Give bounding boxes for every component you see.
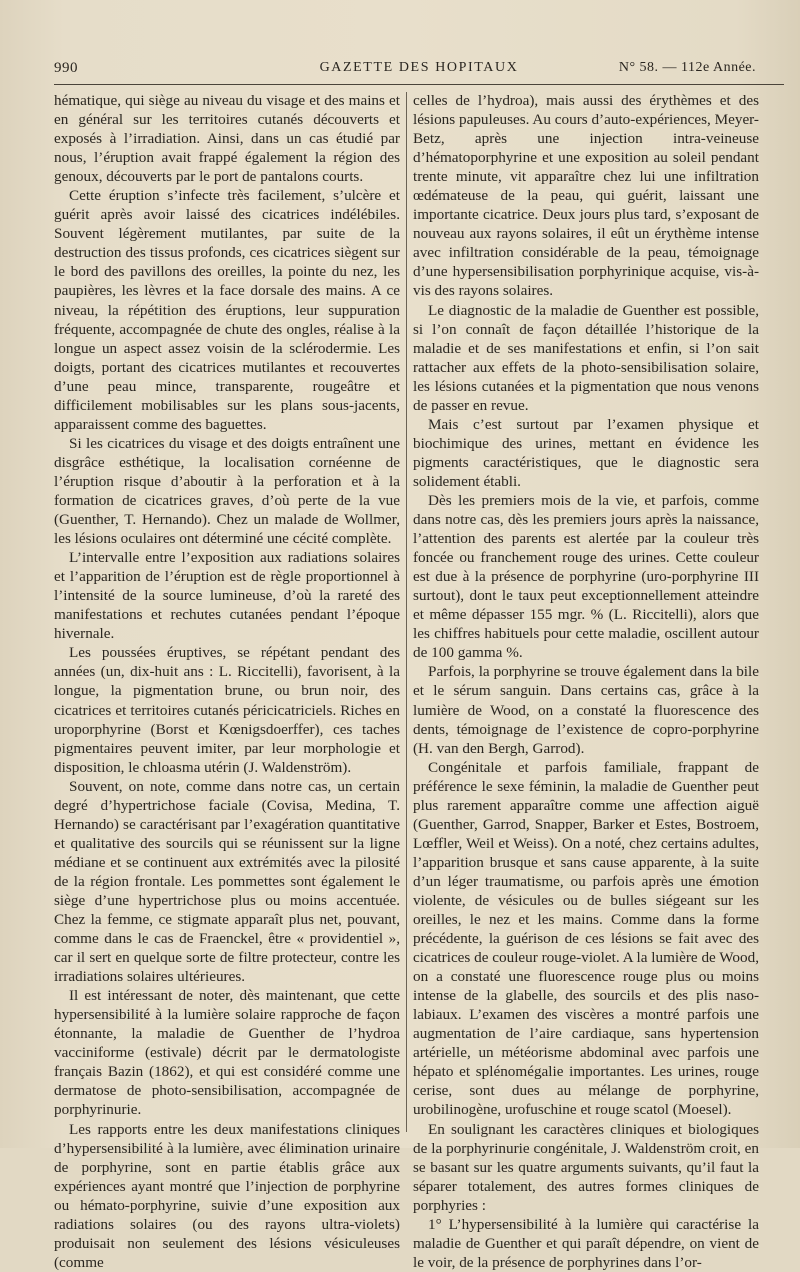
paragraph: Souvent, on note, comme dans notre cas, un certain degré d’hypertrichose faciale (Covisa, Medina, T. Hernando) se caractérisant par l’exagération quantitative et qualitative des sourcils qui se réunissent sur la ligne médiane et se continuent aux extrémités avec la pilosité de la région frontale. Les pommettes sont également le siège d’une hypertrichose plus ou moins accentuée. Chez la femme, ce stigmate apparaît plus net, pouvant, comme dans le cas de Fraenckel, être « providentiel », car il sert en quelque sorte de filtre protecteur, contre les irradiations solaires ultérieures.: [54, 777, 400, 986]
paragraph: Dès les premiers mois de la vie, et parfois, comme dans notre cas, dès les premiers jours après la naissance, l’attention des parents est alertée par la couleur très foncée ou franchement rouge des urines. Cette couleur est due à la présence de porphyrine (uro-porphyrine III surtout), dont le taux peut exceptionnellement atteindre et même dépasser 155 mgr. % (L. Riccitelli), alors que les chiffres habituels pour cette maladie, oscillent autour de 100 gamma %.: [413, 491, 759, 662]
paragraph: Les poussées éruptives, se répétant pendant des années (un, dix-huit ans : L. Riccitelli), favorisent, à la longue, la pigmentation brune, ou brun noir, des cicatrices et territoires cutanés péricicatriciels. Riches en uroporphyrine (Borst et Kœnigsdoerffer), ces taches pigmentaires peuvent imiter, par leur morphologie et disposition, le chloasma utérin (J. Waldenström).: [54, 644, 400, 776]
paragraph: Il est intéressant de noter, dès maintenant, que cette hypersensibilité à la lumière solaire rapproche de façon étonnante, la maladie de Guenther de l’hydroa vacciniforme (estivale) décrit par le dermatologiste français Bazin (1862), et qui est considéré comme une dermatose de photo-sensibilisation, accompagnée de porphyrinurie.: [54, 987, 400, 1119]
left-column: [54, 91, 400, 1272]
running-header: [54, 60, 784, 80]
journal-title: GAZETTE DES HOPITAUX: [319, 60, 519, 75]
right-column: [413, 91, 759, 1272]
paragraph: hématique, qui siège au niveau du visage et des mains et en général sur les territoires cutanés découverts et exposés à l’irradiation. Ainsi, dans un cas étudié par nous, l’éruption avait frappé également la région des genoux, découverts par le port de pantalons courts.: [54, 92, 400, 186]
header-rule: [54, 84, 784, 85]
paragraph: Cette éruption s’infecte très facilement, s’ulcère et guérit après avoir laissé des cicatrices indélébiles. Souvent légèrement mutilantes, par suite de la destruction des tissus profonds, ces cicatrices siègent sur le bord des pavillons des oreilles, la pointe du nez, les paupières, les lèvres et la face dorsale des mains. A ce niveau, la répétition des éruptions, leur suppuration fréquente, accompagnée de chute des ongles, réalise à la longue un aspect assez voisin de la sclérodermie. Les doigts, portant des cicatrices mutilantes et recouvertes d’une peau mince, transparente, rougeâtre et difficilement mobilisables sur les plans sous-jacents, apparaissent comme des baguettes.: [54, 187, 400, 433]
paragraph: Si les cicatrices du visage et des doigts entraînent une disgrâce esthétique, la localisation cornéenne de l’éruption risque d’aboutir à la perforation et à la formation de cicatrices graves, d’où perte de la vue (Guenther, T. Hernando). Chez un malade de Wollmer, les lésions oculaires ont déterminé une cécité complète.: [54, 434, 400, 548]
paragraph: L’intervalle entre l’exposition aux radiations solaires et l’apparition de l’éruption est de règle proportionnel à l’intensité de la source lumineuse, d’où la rareté des manifestations et rechutes cutanées pendant l’époque hivernale.: [54, 549, 400, 643]
paragraph: Mais c’est surtout par l’examen physique et biochimique des urines, mettant en évidence les pigments caractéristiques, que le diagnostic sera solidement établi.: [413, 415, 759, 490]
paragraph: Le diagnostic de la maladie de Guenther est possible, si l’on connaît de façon détaillée l’historique de la maladie et de ses manifestations et enfin, si l’on sait rattacher aux effets de la photo-sensibilisation solaire, les lésions cutanées et la pigmentation que nous venons de passer en revue.: [413, 301, 759, 414]
paragraph: Les rapports entre les deux manifestations cliniques d’hypersensibilité à la lumière, avec élimination urinaire de porphyrine, sont en partie établis grâce aux expériences ayant montré que l’injection de porphyrine ou hémato-porphyrine, suivie d’une exposition aux radiations solaires (ou des rayons ultra-violets) produisait non seulement des lésions vésiculeuses (comme: [54, 1120, 400, 1271]
column-divider: [406, 92, 407, 1132]
paragraph: 1° L’hypersensibilité à la lumière qui caractérise la maladie de Guenther et qui paraît dépendre, on vient de le voir, de la présence de porphyrines dans l’or-: [413, 1215, 759, 1271]
paragraph: Congénitale et parfois familiale, frappant de préférence le sexe féminin, la maladie de Guenther peut plus rarement apparaître comme une affection aiguë (Guenther, Garrod, Snapper, Barker et Estes, Bostroem, Lœffler, Weil et Weiss). On a noté, chez certains adultes, l’apparition brusque et sans cause apparente, à la suite d’un léger traumatisme, ou parfois après une émotion violente, de vésicules ou de bulles siégeant sur les oreilles, le nez et les mains. Comme dans la forme précédente, la guérison de ces lésions se fait avec des cicatrices de couleur rouge-violet. A la lumière de Wood, on a constaté une fluorescence rouge plus ou moins intense de la glabelle, des sourcils et des plis naso-labiaux. L’examen des viscères a montré parfois une augmentation de l’aire cardiaque, sans hypertension artérielle, un météorisme abdominal avec parfois une hépato et splénomégalie importantes. Les urines, rouge cerise, sont dues au mélange de porphyrine, urobilinogène, urofuschine et rouge scatol (Moesel).: [413, 758, 759, 1119]
page-number: 990: [54, 60, 78, 76]
paragraph: Parfois, la porphyrine se trouve également dans la bile et le sérum sanguin. Dans certains cas, grâce à la lumière de Wood, on a constaté la fluorescence des dents, témoignage de l’existence de copro-porphyrine (H. van den Bergh, Garrod).: [413, 663, 759, 757]
issue-info: N° 58. — 112e Année.: [618, 60, 756, 75]
paragraph: En soulignant les caractères cliniques et biologiques de la porphyrinurie congénitale, J. Waldenström croit, en se basant sur les quatre arguments suivants, qu’il faut la séparer totalement, des autres formes cliniques de porphyries :: [413, 1120, 759, 1214]
paragraph: celles de l’hydroa), mais aussi des érythèmes et des lésions papuleuses. Au cours d’auto-expériences, Meyer-Betz, après une injection intra-veineuse d’hématoporphyrine et une exposition au soleil pendant trente minute, vit apparaître chez lui une infiltration œdémateuse de la peau, qui guérit, laissant une importante cicatrice. Deux jours plus tard, s’exposant de nouveau aux rayons solaires, il eût un érythème intense avec infiltration considérable de la peau, témoignage d’une hypersensibilisation porphyrinique acquise, vis-à-vis des rayons solaires.: [413, 92, 759, 300]
